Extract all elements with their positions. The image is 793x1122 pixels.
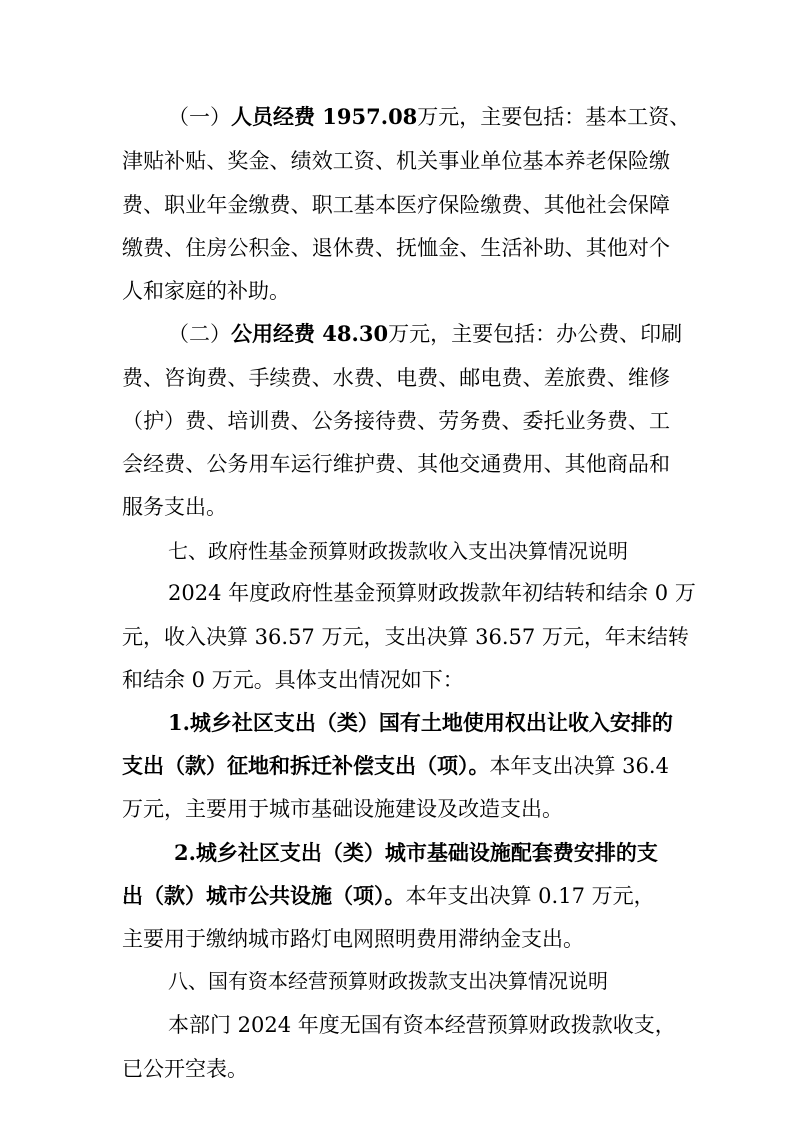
item1-bold-2: 支出（款）征地和拆迁补偿支出（项）。 <box>122 753 490 778</box>
public-line-4: 会经费、公务用车运行维护费、其他交通费用、其他商品和 <box>122 452 670 476</box>
public-bold: 公用经费 48.30 <box>231 321 389 346</box>
public-line-1 <box>168 321 682 347</box>
section7-line-3: 和结余 0 万元。具体支出情况如下： <box>122 668 464 692</box>
item2-line-1: 2.城乡社区支出（类）城市基础设施配套费安排的支 <box>174 840 658 865</box>
item1-line-1: 1.城乡社区支出（类）国有土地使用权出让收入安排的 <box>168 710 673 735</box>
section8-heading: 八、国有资本经营预算财政拨款支出决算情况说明 <box>168 969 608 993</box>
public-label: （二） <box>168 322 231 346</box>
section7-line-2: 元，收入决算 36.57 万元，支出决算 36.57 万元，年末结转 <box>122 625 689 649</box>
item1-rest-2: 本年支出决算 36.4 <box>489 754 669 778</box>
public-line-3: （护）费、培训费、公务接待费、劳务费、委托业务费、工 <box>122 409 670 433</box>
personnel-line-4: 缴费、住房公积金、退休费、抚恤金、生活补助、其他对个 <box>122 236 670 260</box>
section8-line-1: 本部门 2024 年度无国有资本经营预算财政拨款收支， <box>168 1013 676 1037</box>
item2-line-2 <box>122 883 655 909</box>
personnel-rest: 万元，主要包括：基本工资、 <box>417 105 691 129</box>
section8-line-2: 已公开空表。 <box>122 1057 248 1081</box>
item1-line-2 <box>122 753 669 779</box>
personnel-bold: 人员经费 1957.08 <box>231 104 418 129</box>
public-rest: 万元，主要包括：办公费、印刷 <box>388 322 683 346</box>
item1-line-3: 万元，主要用于城市基础设施建设及改造支出。 <box>122 797 563 821</box>
item2-bold-2: 出（款）城市公共设施（项）。 <box>122 883 406 908</box>
public-line-2: 费、咨询费、手续费、水费、电费、邮电费、差旅费、维修 <box>122 366 670 390</box>
personnel-line-3: 费、职业年金缴费、职工基本医疗保险缴费、其他社会保障 <box>122 193 670 217</box>
personnel-line-2: 津贴补贴、奖金、绩效工资、机关事业单位基本养老保险缴 <box>122 149 670 173</box>
personnel-label: （一） <box>168 105 231 129</box>
item2-rest-2: 本年支出决算 0.17 万元， <box>405 884 655 908</box>
personnel-line-5: 人和家庭的补助。 <box>122 279 290 303</box>
public-line-5: 服务支出。 <box>122 495 227 519</box>
section7-line-1: 2024 年度政府性基金预算财政拨款年初结转和结余 0 万 <box>168 581 696 605</box>
personnel-line-1 <box>168 104 690 130</box>
section7-heading: 七、政府性基金预算财政拨款收入支出决算情况说明 <box>168 539 628 563</box>
item2-line-3: 主要用于缴纳城市路灯电网照明费用滞纳金支出。 <box>122 927 584 951</box>
